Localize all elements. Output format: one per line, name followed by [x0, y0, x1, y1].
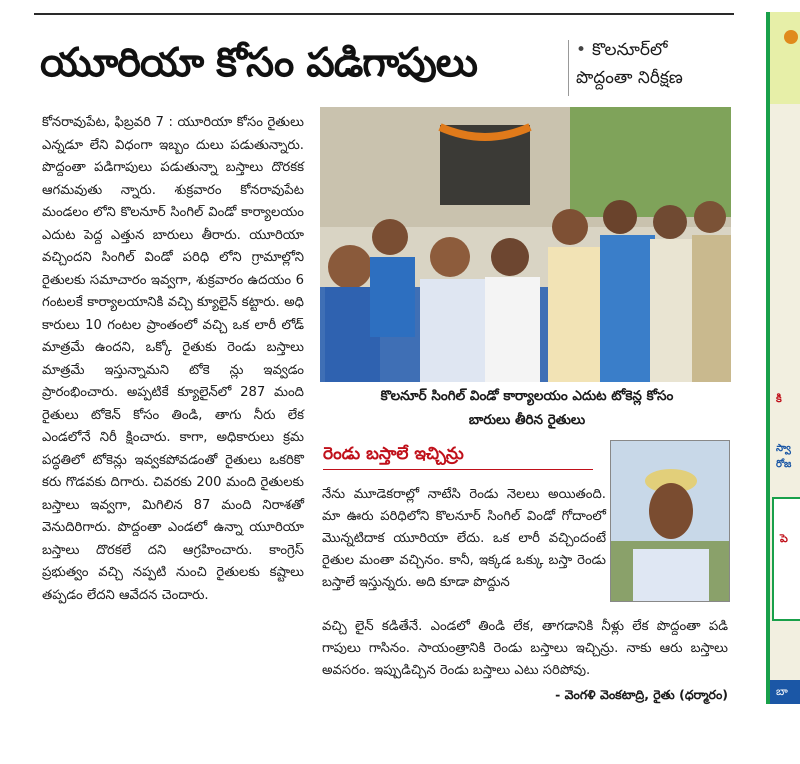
- farmer-quote-wrapped: [322, 484, 606, 594]
- photo-caption: [330, 384, 724, 432]
- quote-paragraph-1: నేను మూడెకరాల్లో నాటేసి రెండు నెలలు అయితంది. మా ఊరు పరిధిలోని కొలనూర్ సింగిల్ విండో గోదాంలో మొన్నటిదాక యూరియా లేదు. ఒక లారీ వచ్చిందంటే రైతుల మంతా వచ్చినం. కానీ, ఇక్కడ ఒక్కు బస్తా రెండు బస్తాలే ఇస్తున్నరు. అది కూడా పొద్దున: [322, 487, 606, 590]
- quote-attribution: - వెంగళి వెంకటాద్రి, రైతు (ధర్మారం): [555, 687, 728, 702]
- caption-line-2: బారులు తీరిన రైతులు: [468, 412, 586, 428]
- lamp-icon: [784, 30, 798, 44]
- deck-divider: [568, 40, 569, 96]
- headline: యూరియా కోసం పడిగాపులు: [40, 40, 478, 86]
- ad-header-band: [770, 12, 800, 104]
- ad-text-2: స్వా: [776, 443, 791, 454]
- portrait-illustration: [611, 441, 729, 601]
- crowd-photo-illustration: [320, 107, 731, 382]
- ad-panel: [772, 497, 800, 621]
- ad-text-4: పె: [780, 532, 788, 545]
- top-rule: [34, 13, 734, 15]
- article-body: [42, 112, 304, 607]
- ad-text-3: రోజ: [776, 459, 792, 470]
- deck-bullet: •: [576, 40, 587, 60]
- deck-line-1: కొలనూర్‌లో: [592, 40, 668, 60]
- side-advertisement: [766, 12, 800, 704]
- quote-paragraph-2: వచ్చి లైన్ కడితేనే. ఎండలో తిండి లేక, తాగడానికి నీళ్లు లేక పొద్దంతా పడి గాపులు గాసినం. సాయంత్రానికి రెండు బస్తాలు ఇచ్చిన్రు. నాకు ఆరు బస్తాలు అవసరం. ఇప్పుడిచ్చిన రెండు బస్తాలు ఎటు సరిపోవు.: [322, 619, 728, 678]
- subheading: రెండు బస్తాలే ఇచ్చిన్రు: [323, 444, 464, 464]
- deck-line-2: పొద్దంతా నిరీక్షణ: [576, 68, 683, 88]
- farmer-quote-full: [322, 616, 728, 682]
- deck: [576, 36, 683, 92]
- subheading-underline: [323, 469, 593, 470]
- farmer-portrait: [610, 440, 730, 602]
- caption-line-1: కొలనూర్ సింగిల్ విండో కార్యాలయం ఎదుట టోకెన్ల కోసం: [380, 388, 674, 404]
- ad-footer: బా: [770, 680, 800, 704]
- ad-text-1: కి: [776, 392, 782, 405]
- news-photo: [320, 107, 731, 382]
- article-paragraph: కోనరావుపేట, ఫిబ్రవరి 7 : యూరియా కోసం రైతులు ఎన్నడూ లేని విధంగా ఇబ్బం దులు పడుతున్నారు. పొద్దంతా పడిగాపులు పడుతున్నా బస్తాలు దొరకక ఆగమవుతు న్నారు. శుక్రవారం కోనరావుపేట మండలం లోని కొలనూర్ సింగిల్ విండో కార్యాలయం ఎదుట పెద్ద ఎత్తున బారులు తీరారు. యూరియా వచ్చిందని సింగిల్ విండో పరిధి లోని గ్రామాల్లోని రైతులకు సమాచారం ఇవ్వగా, శుక్రవారం ఉదయం 6 గంటలకే కార్యాలయానికి వచ్చి క్యూలైన్ కట్టారు. అధి కారులు 10 గంటల ప్రాంతంలో వచ్చి ఒక లారీ లోడ్ మాత్రమే ఉందని, ఒక్కో రైతుకు రెండు బస్తాలు మాత్రమే ఇస్తున్నామని టోకె న్లు ఇవ్వడం ప్రారంభించారు. అప్పటికే క్యూలైన్‌లో 287 మంది రైతులు టోకెన్ కోసం తిండి, తాగు నీరు లేక ఎండలోనే నిరీ క్షించారు. కాగా, అధికారులు క్రమ పద్ధతిలో టోకెన్లు ఇవ్వకపోవడంతో రైతులు ఒకరికొ కరు గొడవకు దిగారు. చివరకు 200 మంది రైతులకు బస్తాలు ఇవ్వగా, మిగిలిన 87 మంది నిరాశతో వెనుదిరిగారు. పొద్దంతా ఎండలో ఉన్నా యూరియా బస్తాలు దొరకలే దని ఆగ్రహించారు. కాంగ్రెస్ ప్రభుత్వం వచ్చి నప్పటి నుంచి రైతులకు కష్టాలు తప్పడం లేదని ఆవేదన చెందారు.: [42, 115, 304, 603]
